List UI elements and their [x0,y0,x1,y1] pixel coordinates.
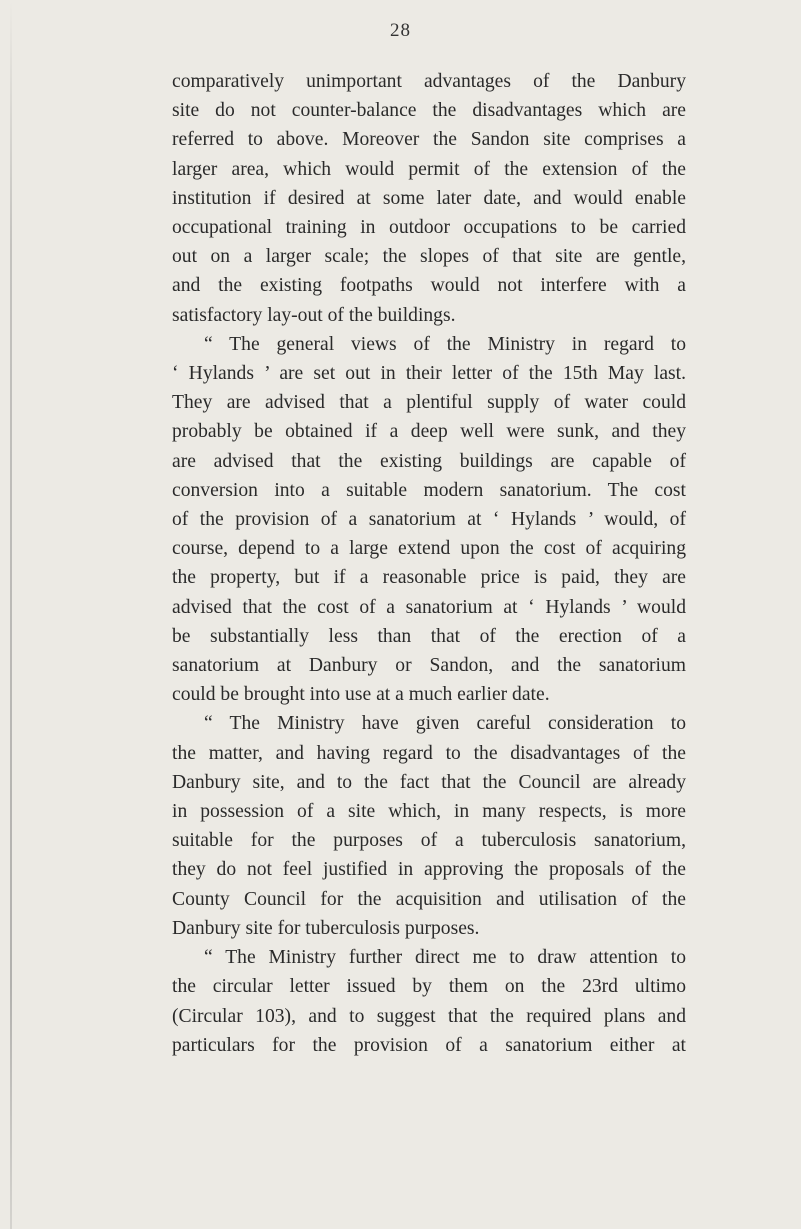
text-line: they do not feel justified in approving the proposals of the [172,859,686,881]
text-line: be substantially less than that of the erection of a [172,625,686,647]
text-line: “ The general views of the Ministry in regard to [204,333,686,355]
paragraph-1 [172,67,686,330]
paragraph-4 [172,943,686,1060]
text-line: satisfactory lay-out of the buildings. [172,304,456,326]
text-line: occupational training in outdoor occupations to be carried [172,217,686,239]
text-line: could be brought into use at a much earlier date. [172,684,550,706]
text-line: out on a larger scale; the slopes of that site are gentle, [172,246,686,268]
text-line: They are advised that a plentiful supply of water could [172,392,686,414]
text-line: are advised that the existing buildings are capable of [172,450,686,472]
text-line: suitable for the purposes of a tuberculosis sanatorium, [172,830,686,852]
text-line: comparatively unimportant advantages of the Danbury [172,71,686,92]
text-line: “ The Ministry further direct me to draw attention to [204,947,686,969]
body-text [172,67,686,1060]
text-line: conversion into a suitable modern sanatorium. The cost [172,479,686,501]
text-line: (Circular 103), and to suggest that the required plans and [172,1005,686,1027]
text-line: the matter, and having regard to the disadvantages of the [172,742,686,764]
text-line: the property, but if a reasonable price is paid, they are [172,567,686,589]
text-line: and the existing footpaths would not interfere with a [172,275,686,297]
text-line: probably be obtained if a deep well were sunk, and they [172,421,686,443]
text-line: referred to above. Moreover the Sandon site comprises a [172,129,686,151]
text-line: the circular letter issued by them on the 23rd ultimo [172,976,686,998]
paragraph-2 [172,330,686,710]
text-line: site do not counter-balance the disadvantages which are [172,100,686,122]
text-line: advised that the cost of a sanatorium at ‘ Hylands ’ would [172,596,686,618]
page-number: 28 [390,20,411,41]
text-line: course, depend to a large extend upon the cost of acquiring [172,538,686,560]
text-line: ‘ Hylands ’ are set out in their letter of the 15th May last. [172,363,686,385]
text-line: County Council for the acquisition and utilisation of the [172,888,686,910]
text-line: “ The Ministry have given careful consideration to [204,713,686,735]
text-line: Danbury site, and to the fact that the Council are already [172,771,686,793]
paragraph-3 [172,709,686,943]
text-line: larger area, which would permit of the extension of the [172,158,686,180]
text-line: sanatorium at Danbury or Sandon, and the sanatorium [172,655,686,677]
text-line: particulars for the provision of a sanatorium either at [172,1034,686,1056]
text-line: Danbury site for tuberculosis purposes. [172,917,480,939]
text-line: of the provision of a sanatorium at ‘ Hylands ’ would, of [172,509,686,531]
text-line: institution if desired at some later date, and would enable [172,187,686,209]
text-line: in possession of a site which, in many respects, is more [172,801,686,823]
page-left-edge-shadow [10,0,12,1229]
